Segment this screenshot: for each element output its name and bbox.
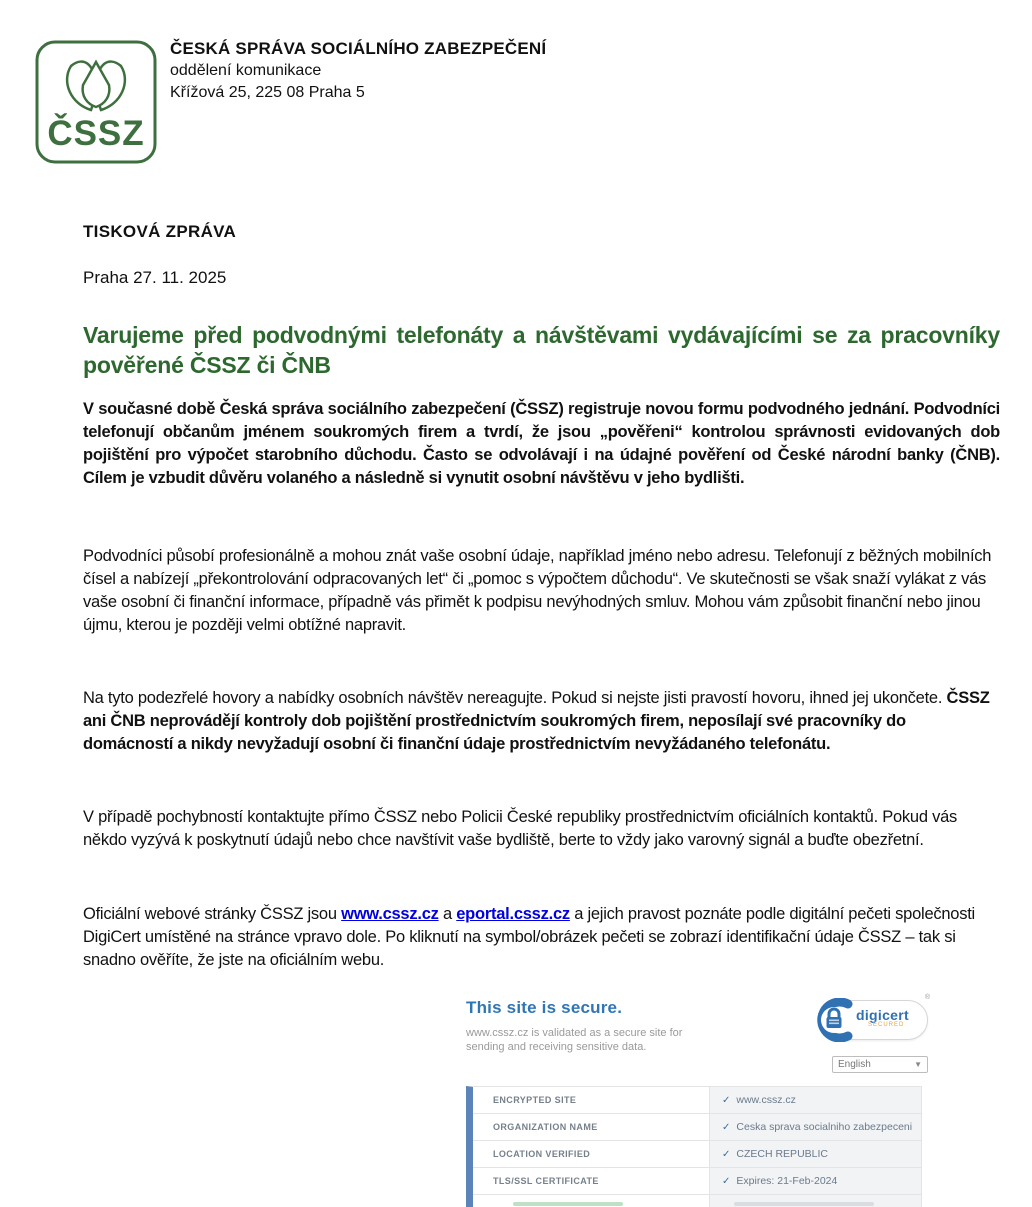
link-cssz[interactable]: www.cssz.cz xyxy=(341,905,439,923)
paragraph-5-mid: a xyxy=(438,905,457,923)
letterhead xyxy=(170,38,546,104)
cssz-logo xyxy=(35,40,157,164)
row-label: ENCRYPTED SITE xyxy=(473,1087,709,1113)
row-value: www.cssz.cz xyxy=(736,1094,796,1106)
row-value: CZECH REPUBLIC xyxy=(736,1148,828,1160)
headline: Varujeme před podvodnými telefonáty a návštěvami vydávajícími se za pracovníky pověřené ČSSZ či ČNB xyxy=(83,322,1000,378)
language-selected-value: English xyxy=(838,1059,871,1070)
language-select[interactable] xyxy=(832,1056,928,1073)
row-label: ORGANIZATION NAME xyxy=(473,1114,709,1140)
table-row xyxy=(473,1168,921,1195)
table-row xyxy=(473,1141,921,1168)
cropped-row-hint xyxy=(734,1202,874,1206)
check-icon: ✓ xyxy=(722,1148,731,1160)
paragraph-3-regular: Na tyto podezřelé hovory a nabídky osobních návštěv nereagujte. Pokud si nejste jisti pravostí hovoru, ihned jej ukončete. xyxy=(83,689,947,707)
paragraph-5 xyxy=(83,903,1000,972)
certificate-table xyxy=(466,1086,922,1207)
seal-title: This site is secure. xyxy=(466,998,623,1017)
badge-secured-label: SECURED xyxy=(868,1022,905,1028)
paragraph-2: Podvodníci působí profesionálně a mohou znát vaše osobní údaje, například jméno nebo adresu. Telefonují z běžných mobilních čísel a nabízejí „překontrolování odpracovaných let“ či „pomoc s výpočtem důchodu“. Ve skutečnosti se však snaží vylákat z vás vaše osobní či finanční informace, případně vás přimět k podpisu nevýhodných smluv. Mohou vám způsobit finanční nebo jinou újmu, kterou je později velmi obtížné napravit. xyxy=(83,547,992,634)
digicert-seal-widget xyxy=(466,994,930,1187)
table-row xyxy=(473,1087,921,1114)
row-value: Ceska sprava socialniho zabezpeceni xyxy=(736,1121,913,1133)
table-row xyxy=(473,1114,921,1141)
registered-mark: ® xyxy=(924,994,930,1001)
row-label: LOCATION VERIFIED xyxy=(473,1141,709,1167)
paragraph-5-pre: Oficiální webové stránky ČSSZ jsou xyxy=(83,905,342,923)
org-address: Křížová 25, 225 08 Praha 5 xyxy=(170,84,365,101)
org-name: ČESKÁ SPRÁVA SOCIÁLNÍHO ZABEZPEČENÍ xyxy=(170,39,547,58)
digicert-badge[interactable] xyxy=(810,994,930,1042)
link-eportal[interactable]: eportal.cssz.cz xyxy=(456,905,570,923)
logo-wordmark: ČSSZ xyxy=(47,114,145,153)
seal-subtitle: www.cssz.cz is validated as a secure site for sending and receiving sensitive data. xyxy=(466,1027,683,1053)
press-release-label: TISKOVÁ ZPRÁVA xyxy=(83,222,237,241)
check-icon: ✓ xyxy=(722,1121,731,1133)
check-icon: ✓ xyxy=(722,1175,731,1187)
badge-wordmark: digicert xyxy=(856,1007,909,1023)
lead-paragraph: V současné době Česká správa sociálního zabezpečení (ČSSZ) registruje novou formu podvodného jednání. Podvodníci telefonují občanům jménem soukromých firem a tvrdí, že jsou „pověřeni“ kontrolou správnosti evidovaných dob pojištění pro výpočet starobního důchodu. Často se odvolávají i na údajné pověření od České národní banky (ČNB). Cílem je vzbudit důvěru volaného a následně si vynutit osobní návštěvu v jeho bydlišti. xyxy=(83,400,1000,487)
row-value: Expires: 21-Feb-2024 xyxy=(736,1175,838,1187)
check-icon: ✓ xyxy=(722,1094,731,1106)
chevron-down-icon: ▼ xyxy=(914,1060,922,1069)
table-row-partial xyxy=(473,1195,921,1207)
row-label: TLS/SSL CERTIFICATE xyxy=(473,1168,709,1194)
digicert-lock-icon xyxy=(810,998,856,1042)
paragraph-3 xyxy=(83,687,1000,756)
paragraph-3-bold: ČSSZ ani ČNB neprovádějí kontroly dob pojištění prostřednictvím soukromých firem, neposílají své pracovníky do domácností a nikdy nevyžadují osobní či finanční údaje prostřednictvím nevyžádaného telefonátu. xyxy=(83,689,990,753)
paragraph-4: V případě pochybností kontaktujte přímo ČSSZ nebo Policii České republiky prostřednictvím oficiálních kontaktů. Pokud vás někdo vyzývá k poskytnutí údajů nebo chce navštívit vaše bydliště, berte to vždy jako varovný signál a buďte obezřetní. xyxy=(83,808,958,849)
dateline: Praha 27. 11. 2025 xyxy=(83,268,227,287)
paragraph-5-post: a jejich pravost poznáte podle digitální pečeti společnosti DigiCert umístěné na stránce vpravo dole. Po kliknutí na symbol/obrázek pečeti se zobrazí identifikační údaje ČSSZ – tak si snadno ověříte, že jste na oficiálním webu. xyxy=(83,905,975,969)
cropped-row-hint xyxy=(513,1202,623,1206)
org-department: oddělení komunikace xyxy=(170,62,322,79)
